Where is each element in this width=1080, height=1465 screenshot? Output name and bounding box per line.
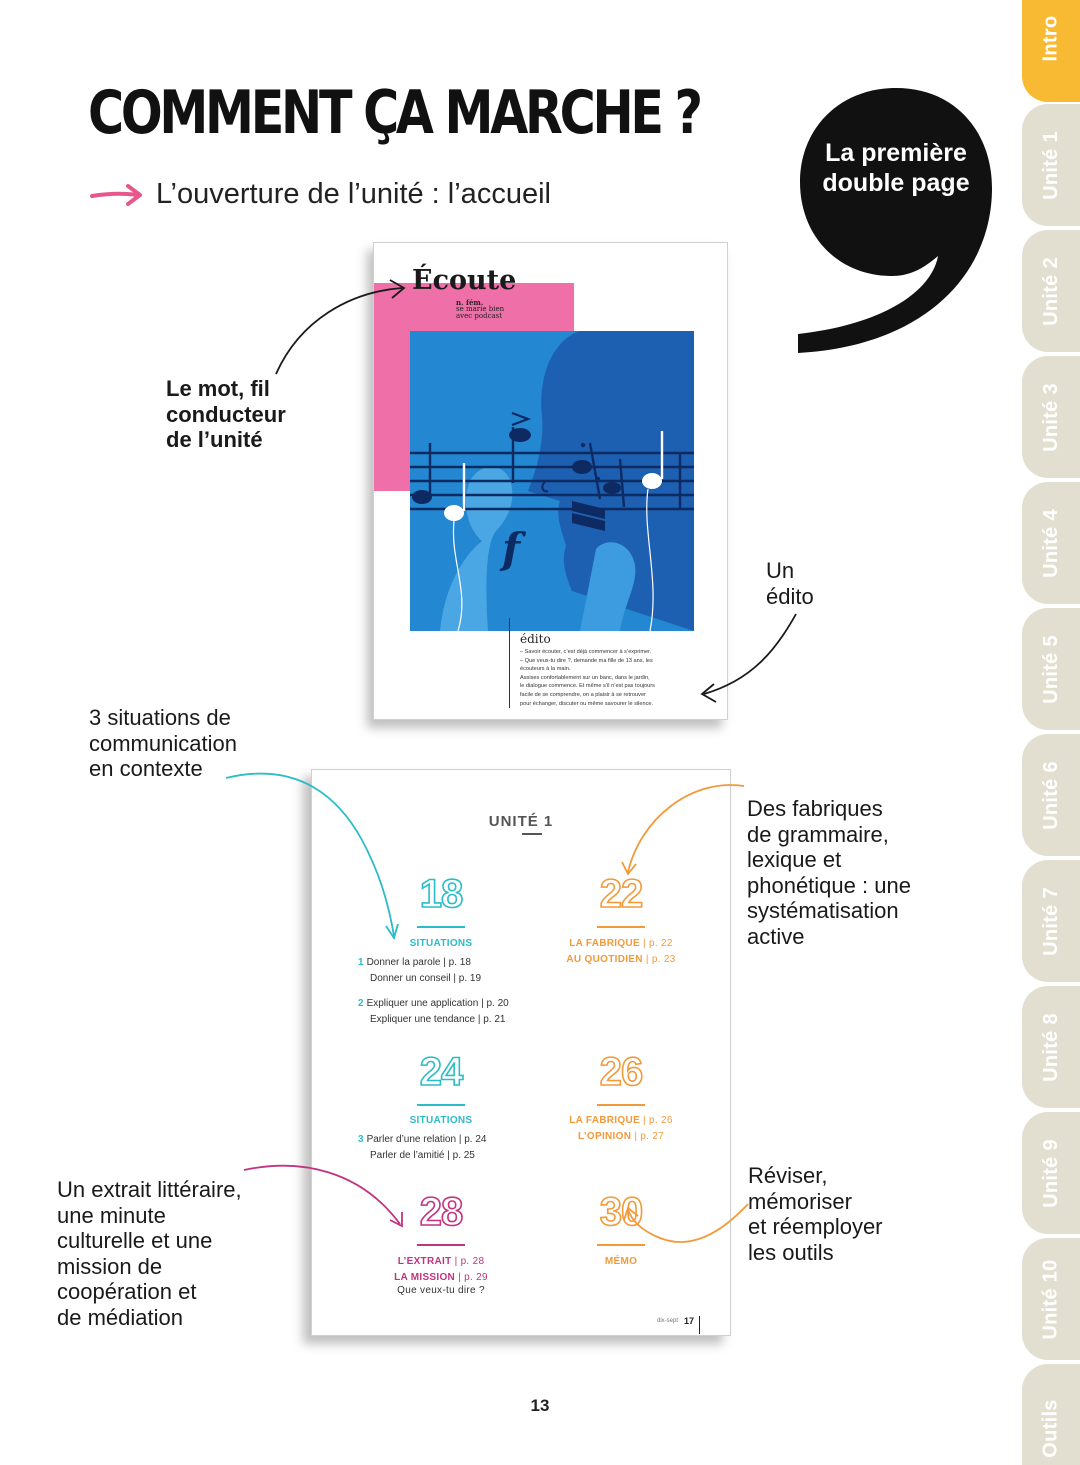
list-item: 2 Expliquer une application | p. 20 [358,998,509,1009]
tab-label: Unité 1 [1039,130,1062,200]
theme-word: Écoute [412,265,517,296]
page-number-30: 30 [599,1190,643,1234]
section-la-fabrique: LA FABRIQUE | p. 22 AU QUOTIDIEN | p. 23 [566,938,676,965]
annotation-mot: Le mot, fil conducteur de l’unité [166,376,286,452]
annotation-situations: 3 situations de communication en contexte [89,705,237,781]
tab-label: Unité 6 [1039,760,1062,830]
page-number-18: 18 [419,872,463,916]
page-number: 13 [530,1396,550,1415]
annotation-edito: Un édito [766,558,814,609]
arrow-situations [226,774,394,936]
section-situations: SITUATIONS [409,1115,473,1126]
list-item: 3 Parler d’une relation | p. 24 [358,1134,487,1145]
list-item: Donner un conseil | p. 19 [370,973,482,984]
page-number-24: 24 [419,1050,463,1094]
edito-title: édito [520,632,551,646]
page-number-26: 26 [599,1050,643,1094]
tab-label: Intro [1039,15,1062,61]
tab-label: Unité 3 [1039,382,1062,452]
annotation-fabriques: Des fabriques de grammaire, lexique et phonétique : une systématisation active [747,796,911,949]
tab-label: Unité 7 [1039,886,1062,956]
tab-label: Unité 5 [1039,634,1062,704]
footer-page-number: 17 [683,1316,694,1326]
tab-label: Unité 4 [1039,508,1062,578]
section-extrait-mission: L’EXTRAIT | p. 28 LA MISSION | p. 29 Que veux-tu dire ? [394,1256,488,1296]
unit-label: UNITÉ 1 [488,813,554,830]
section-memo: MÉMO [604,1256,638,1267]
annotation-extrait: Un extrait littéraire, une minute culturelle et une mission de coopération et de médiation [57,1177,242,1330]
list-item: Parler de l’amitié | p. 25 [370,1150,475,1161]
tab-label: Unité 2 [1039,256,1062,326]
tab-label: Unité 9 [1039,1138,1062,1208]
svg-text:f: f [502,524,521,573]
arrow-edito [704,614,796,694]
footer-page-word: dix-sept [656,1318,678,1324]
list-item: 1 Donner la parole | p. 18 [358,957,471,968]
page-title: COMMENT ÇA MARCHE ? [88,78,700,148]
list-item: Expliquer une tendance | p. 21 [370,1014,506,1025]
tab-label: Unité 10 [1039,1258,1062,1340]
tab-label: Unité 8 [1039,1012,1062,1082]
section-situations: SITUATIONS [409,938,473,949]
theme-word-definition: n. fém. se marie bien avec podcast [456,298,505,320]
page-number-22: 22 [599,872,643,916]
section-la-fabrique: LA FABRIQUE | p. 26 L’OPINION | p. 27 [569,1115,673,1142]
arrow-extrait [244,1166,400,1224]
subtitle: L’ouverture de l’unité : l’accueil [156,178,551,210]
tab-label: Outils [1039,1398,1062,1458]
page-number-28: 28 [419,1190,463,1234]
arrow-mot [276,288,402,374]
edito-body: – Savoir écouter, c’est déjà commencer à s’exprimer. – Que veux-tu dire ?, demande ma fille de 13 ans, les écouteurs à la main. Assises confortablement sur un banc, dans le jardin, le dialogue commence. Et même s’il n’est pas toujours facile de se comprendre, on a plaisir à se retrouver pour échanger, discuter ou même savourer le silence. [520,649,655,707]
annotation-reviser: Réviser, mémoriser et réemployer les outils [748,1163,883,1265]
arrow-reviser [628,1204,748,1242]
badge-text: La première double page [822,139,970,197]
arrow-fabriques [628,785,744,872]
